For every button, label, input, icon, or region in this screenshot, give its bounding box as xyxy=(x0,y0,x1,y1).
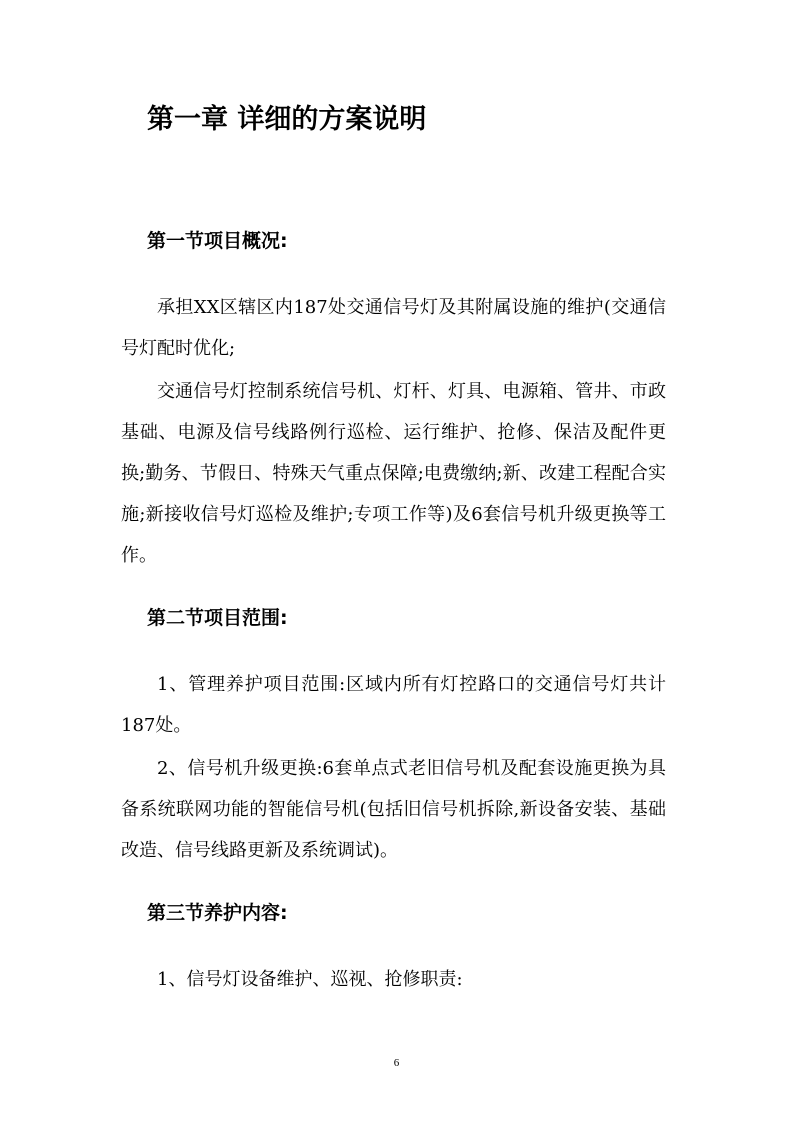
paragraph-range-upgrade: 2、信号机升级更换:6套单点式老旧信号机及配套设施更换为具备系统联网功能的智能信号机(包括旧信号机拆除,新设备安装、基础改造、信号线路更新及系统调试)。 xyxy=(121,758,666,861)
paragraph-maintenance-duties: 1、信号灯设备维护、巡视、抢修职责: xyxy=(157,969,463,990)
page-number: 6 xyxy=(393,1057,400,1069)
section-heading-overview: 第一节项目概况: xyxy=(147,230,288,252)
section-heading-maintenance: 第三节养护内容: xyxy=(147,902,288,924)
section-heading-range: 第二节项目范围: xyxy=(147,607,288,629)
paragraph-overview-tasks: 交通信号灯控制系统信号机、灯杆、灯具、电源箱、管井、市政基础、电源及信号线路例行巡检、运行维护、抢修、保洁及配件更换;勤务、节假日、特殊天气重点保障;电费缴纳;新、改建工程配合实施;新接收信号灯巡检及维护;专项工作等)及6套信号机升级更换等工作。 xyxy=(121,381,666,566)
chapter-title: 第一章 详细的方案说明 xyxy=(147,104,427,135)
paragraph-range-management: 1、管理养护项目范围:区域内所有灯控路口的交通信号灯共计187处。 xyxy=(121,674,666,736)
paragraph-overview-scope: 承担XX区辖区内187处交通信号灯及其附属设施的维护(交通信号灯配时优化; xyxy=(121,297,666,359)
